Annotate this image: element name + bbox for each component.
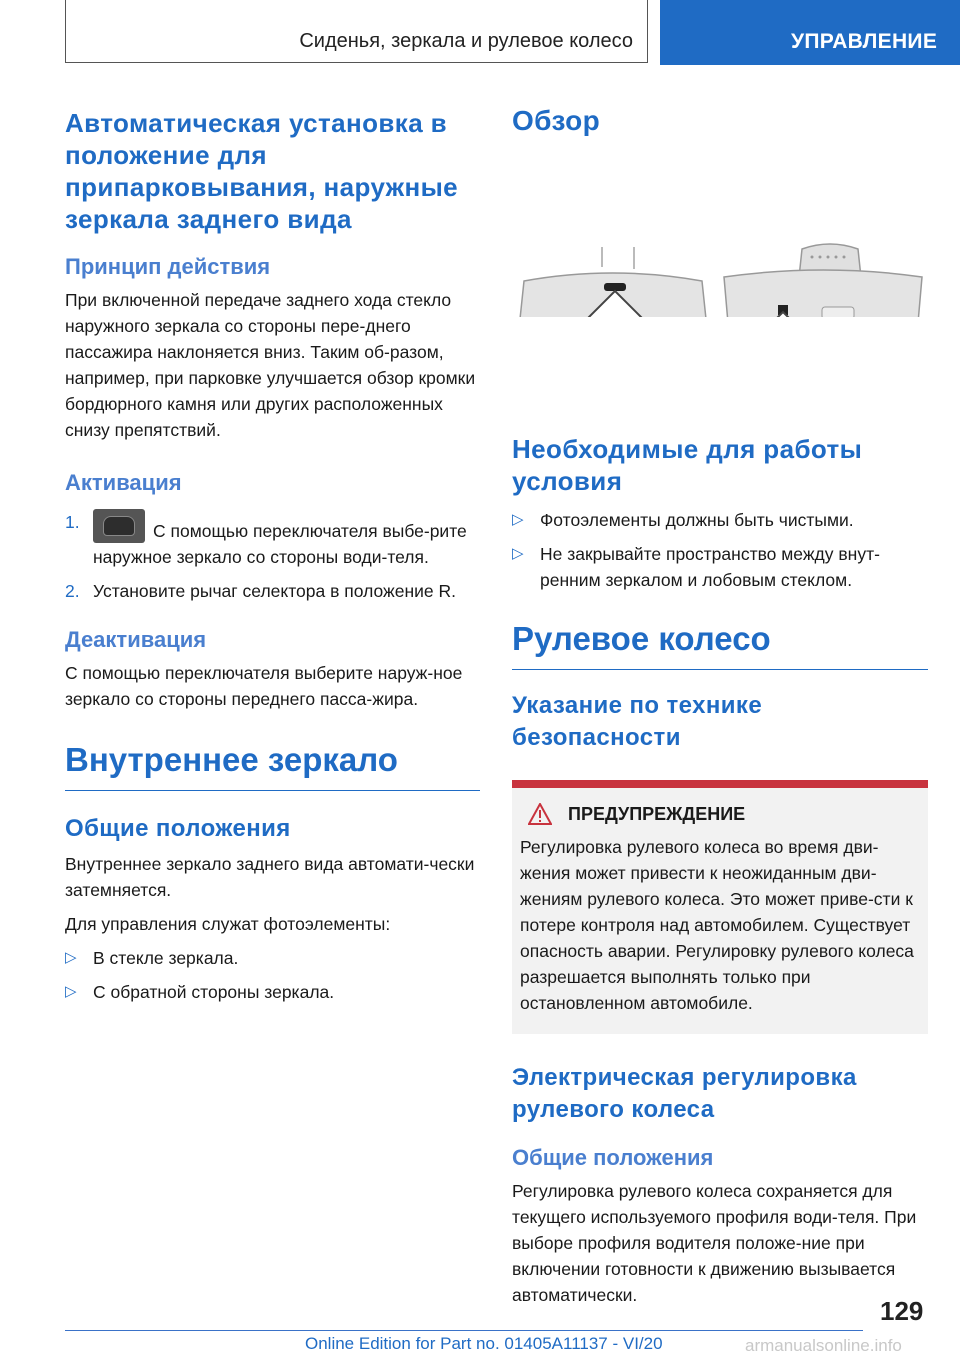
deactivation-text: С помощью переключателя выберите наруж-ное зеркало со стороны переднего пасса-жира. [65,663,463,709]
general-heading: Общие положения [65,815,291,842]
inner-mirror-heading: Внутреннее зеркало [65,740,480,791]
header-chapter-tab[interactable]: УПРАВЛЕНИЕ [660,0,960,65]
control-item: ▷ С обратной стороны зеркала. [65,979,480,1005]
electric-heading: Электрическая регулировка рулевого колеса [512,1064,857,1123]
warning-box [512,780,928,1034]
general-text: Внутреннее зеркало заднего вида автомати-чески затемняется. [65,854,475,900]
overview-heading: Обзор [512,105,601,136]
footer-edition: Online Edition for Part no. 01405A11137 - VI/20 [305,1334,663,1353]
step-number: 1. [65,512,80,532]
activation-step-2 [65,578,480,604]
triangle-bullet-icon: ▷ [512,511,524,528]
mirror-switch-icon [93,509,145,543]
triangle-bullet-icon: ▷ [512,545,524,562]
deactivation-heading: Деактивация [65,627,207,652]
step-number: 2. [65,581,80,601]
condition-item: ▷ Не закрывайте пространство между внут-ренним зеркалом и лобовым стеклом. [512,541,928,593]
header-section-title: Сиденья, зеркала и рулевое колесо [299,30,633,52]
activation-step-1 [65,509,480,570]
footer-rule [65,1330,863,1331]
auto-mirror-heading: Автоматическая установка в положение для припарковывания, наружные зеркала заднего вида [65,108,459,234]
header-frame [65,0,648,63]
right-column [512,100,928,1308]
electric-text: Регулировка рулевого колеса сохраняется для текущего используемого профиля води-теля. При выборе профиля водителя положе-ние при включении готовности к движению вызывается автоматически. [512,1181,917,1305]
page-number: 129 [880,1296,924,1326]
control-text: Для управления служат фотоэлементы: [65,914,391,934]
triangle-bullet-icon: ▷ [65,949,77,966]
steering-heading: Рулевое колесо [512,619,928,670]
left-column [65,100,480,1005]
step-text: Установите рычаг селектора в положение R. [93,581,457,601]
activation-heading: Активация [65,470,182,495]
watermark: armanualsonline.info [745,1336,902,1355]
warning-triangle-icon [528,803,552,825]
electric-general-heading: Общие положения [512,1145,714,1170]
warning-title: ПРЕДУПРЕЖДЕНИЕ [528,802,918,826]
triangle-bullet-icon: ▷ [65,983,77,1000]
principle-text: При включенной передаче заднего хода стекло наружного зеркала со стороны пере-днего пассажира наклоняется вниз. Таким об-разом, например, при парковке улучшается обзор кромки бордюрного камня или других расположенных снизу препятствий. [65,290,476,440]
mirror-illustration [512,157,928,317]
principle-heading: Принцип действия [65,254,271,279]
control-item: ▷ В стекле зеркала. [65,945,480,971]
step-text: С помощью переключателя выбе-рите наружное зеркало со стороны води-теля. [93,521,467,567]
warning-text: Регулировка рулевого колеса во время дви-жения может привести к неожиданным дви-жениям рулевого колеса. Это может приве-сти к потере контроля над автомобилем. Существует опасность аварии. Регулировку рулевого колеса разрешается выполнять только при остановленном автомобиле. [520,837,914,1013]
conditions-heading: Необходимые для работы условия [512,434,863,496]
safety-heading: Указание по технике безопасности [512,692,763,751]
condition-item: ▷ Фотоэлементы должны быть чистыми. [512,507,928,533]
